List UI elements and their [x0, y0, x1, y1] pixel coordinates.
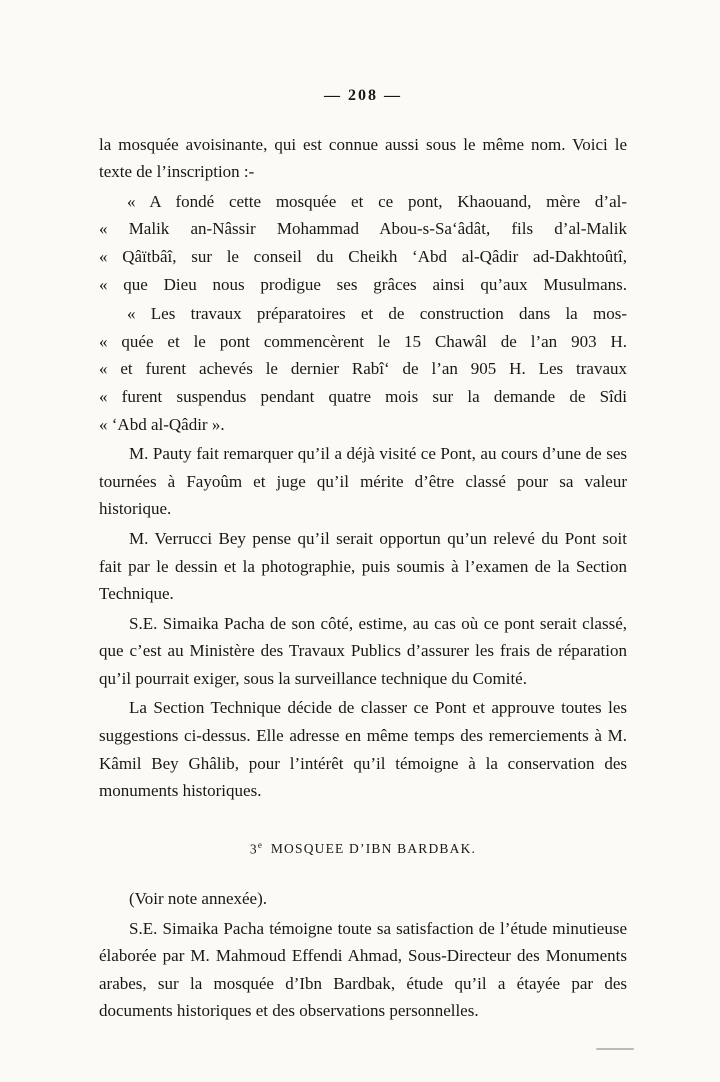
- paragraph-intro: la mosquée avoisinante, qui est connue aussi sous le même nom. Voici le texte de l’inscription :-: [99, 134, 627, 182]
- inscription-quote-founding: [99, 188, 627, 298]
- paragraph-verrucci: M. Verrucci Bey pense qu’il serait opportun qu’un relevé du Pont soit fait par le dessin et la photographie, puis soumis à l’examen de la Section Technique.: [99, 528, 627, 604]
- heading-number: 3: [249, 841, 258, 857]
- inscription-quote-works: [99, 300, 627, 438]
- quote-line: « Malik an-Nâssir Mohammad Abou-s-Sa‘âdât, fils d’al-Malik: [99, 219, 627, 239]
- quote-line: « Qâïtbâî, sur le conseil du Cheikh ‘Abd al-Qâdir ad-Dakhtoûtî,: [99, 246, 627, 266]
- quote-line: « Les travaux préparatoires et de construction dans la mos-: [127, 304, 627, 324]
- section-heading-mosquee-ibn-bardbak: [99, 832, 627, 863]
- quote-line: « ‘Abd al-Qâdir ».: [99, 414, 225, 434]
- quote-line: « furent suspendus pendant quatre mois sur la demande de Sîdi: [99, 386, 627, 406]
- paragraph-simaika-pont: S.E. Simaika Pacha de son côté, estime, au cas où ce pont serait classé, que c’est au Ministère des Travaux Publics d’assurer les frais de réparation qu’il pourrait exiger, sous la surveillance technique du Comité.: [99, 613, 627, 688]
- heading-ordinal-suffix: e: [257, 839, 262, 850]
- quote-line: « A fondé cette mosquée et ce pont, Khaouand, mère d’al-: [127, 191, 627, 211]
- paragraph-pauty: M. Pauty fait remarquer qu’il a déjà visité ce Pont, au cours d’une de ses tournées à Fayoûm et juge qu’il mérite d’être classé pour sa valeur historique.: [99, 444, 627, 519]
- heading-title: MOSQUEE D’IBN BARDBAK.: [270, 841, 477, 857]
- page-number: — 208 —: [324, 87, 402, 104]
- paragraph-simaika-etude: S.E. Simaika Pacha témoigne toute sa satisfaction de l’étude minutieuse élaborée par M. Mahmoud Effendi Ahmad, Sous-Directeur des Monuments arabes, sur la mosquée d’Ibn Bardbak, étude qu’il a étayée par des documents historiques et des observations personnelles.: [99, 918, 627, 1021]
- quote-line: « quée et le pont commencèrent le 15 Chawâl de l’an 903 H.: [99, 331, 627, 351]
- paragraph-note: (Voir note annexée).: [129, 888, 267, 908]
- quote-line: « et furent achevés le dernier Rabî‘ de l’an 905 H. Les travaux: [99, 359, 627, 379]
- quote-line: « que Dieu nous prodigue ses grâces ainsi qu’aux Musulmans.: [99, 274, 627, 294]
- text-block: [99, 82, 627, 1027]
- scan-artifact-mark: [596, 1048, 634, 1050]
- paragraph-section-technique: La Section Technique décide de classer ce Pont et approuve toutes les suggestions ci-dessus. Elle adresse en même temps des remerciements à M. Kâmil Bey Ghâlib, pour l’intérêt qu’il témoigne à la conservation des monuments historiques.: [99, 698, 627, 801]
